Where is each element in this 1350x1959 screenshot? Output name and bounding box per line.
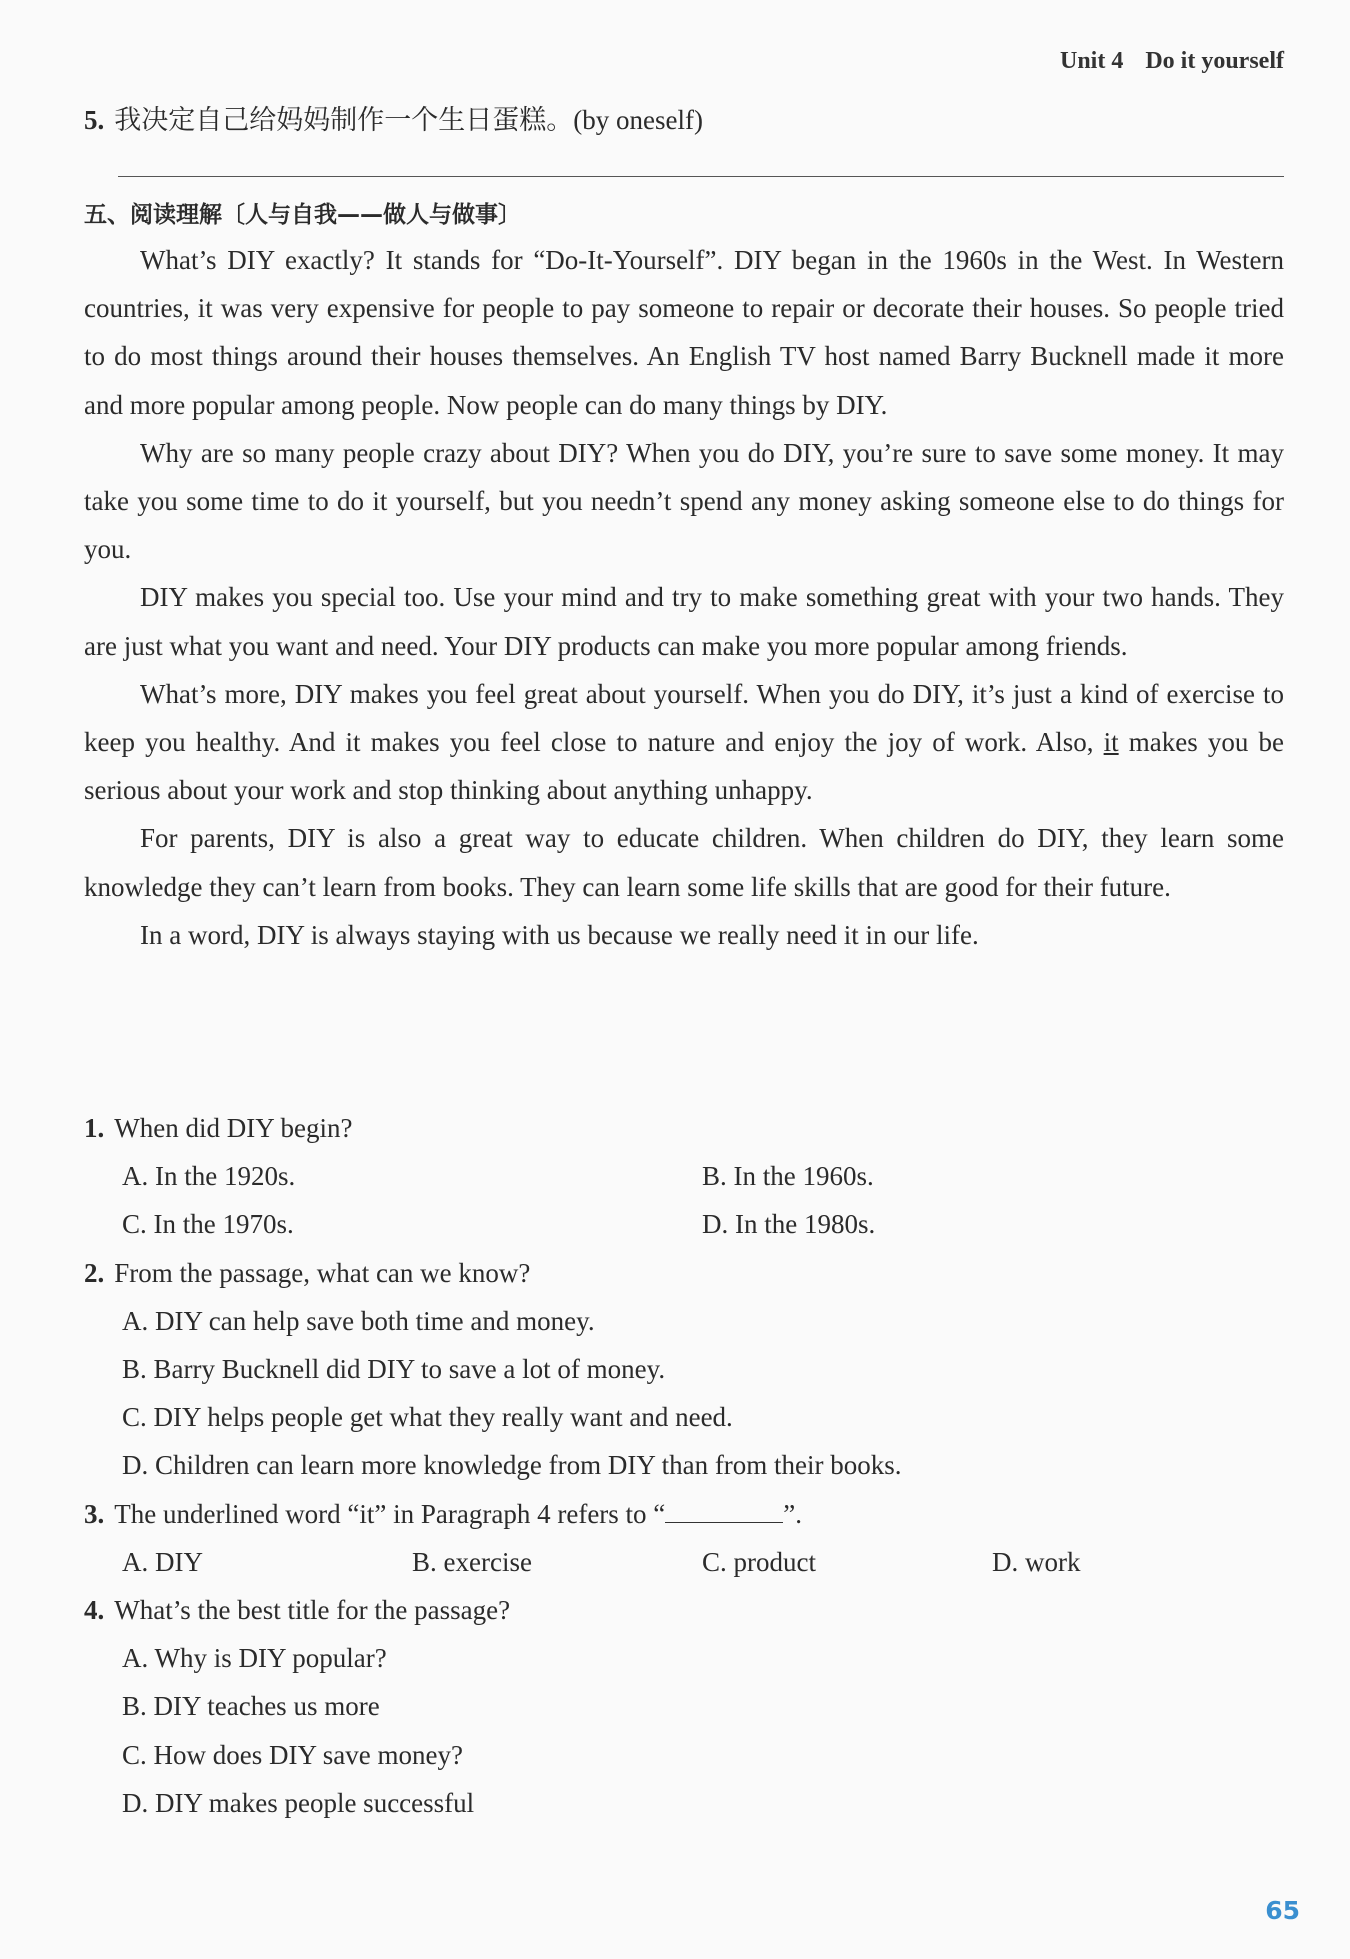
question-text-end: ”. [783, 1498, 803, 1529]
question-2 [84, 1249, 1284, 1297]
page-header [1060, 48, 1284, 75]
option-d[interactable]: D. DIY makes people successful [122, 1787, 475, 1818]
answer-blank[interactable] [665, 1500, 783, 1523]
question-number: 1. [84, 1113, 105, 1143]
option-c[interactable]: C. product [702, 1546, 816, 1577]
item-number: 5. [84, 105, 105, 135]
option-d[interactable]: D. Children can learn more knowledge from DIY than from their books. [122, 1450, 902, 1481]
paragraph-6: In a word, DIY is always staying with us because we really need it in our life. [140, 919, 979, 950]
paragraph-2: Why are so many people crazy about DIY? When you do DIY, you’re sure to save some money. It may take you some time to do it yourself, but you needn’t spend any money asking someone else to do things for you. [84, 437, 1284, 565]
paragraph-5: For parents, DIY is also a great way to educate children. When children do DIY, they learn some knowledge they can’t learn from books. They can learn some life skills that are good for their future. [84, 823, 1284, 902]
question-number: 3. [84, 1498, 105, 1529]
option-c[interactable]: C. DIY helps people get what they really want and need. [122, 1402, 733, 1433]
question-3-options [122, 1538, 1284, 1586]
question-list [84, 1104, 1284, 1827]
option-a[interactable]: A. DIY [122, 1546, 203, 1577]
option-b[interactable]: B. In the 1960s. [702, 1161, 874, 1192]
option-b[interactable]: B. DIY teaches us more [122, 1691, 380, 1722]
question-4 [84, 1586, 1284, 1634]
page-number: 65 [1265, 1896, 1300, 1925]
question-4-options [122, 1634, 1284, 1827]
answer-line[interactable] [118, 176, 1284, 177]
section-tag: 〔人与自我——做人与做事〕 [222, 202, 521, 228]
paragraph-4 [84, 670, 1284, 815]
paragraph-3: DIY makes you special too. Use your mind and try to make something great with your two hands. They are just what you want and need. Your DIY products can make you more popular among friends. [84, 582, 1284, 661]
option-b[interactable]: B. Barry Bucknell did DIY to save a lot of money. [122, 1354, 666, 1385]
question-number: 4. [84, 1595, 105, 1626]
option-c[interactable]: C. In the 1970s. [122, 1209, 294, 1240]
translation-text: 我决定自己给妈妈制作一个生日蛋糕。(by oneself) [114, 105, 703, 135]
option-a[interactable]: A. DIY can help save both time and money. [122, 1305, 595, 1336]
reading-passage [84, 236, 1284, 959]
paragraph-4-part-a: What’s more, DIY makes you feel great about yourself. When you do DIY, it’s just a kind of exercise to keep you healthy. And it makes you feel close to nature and enjoy the joy of work. Also, [84, 678, 1284, 758]
question-2-options [122, 1297, 1284, 1490]
option-c[interactable]: C. How does DIY save money? [122, 1739, 463, 1770]
section-heading: 五、阅读理解 [84, 202, 222, 228]
option-a[interactable]: A. In the 1920s. [122, 1161, 296, 1192]
question-3 [84, 1490, 1284, 1538]
underlined-word: it [1103, 727, 1119, 758]
question-text: What’s the best title for the passage? [114, 1595, 511, 1626]
option-b[interactable]: B. exercise [412, 1546, 532, 1577]
paragraph-4-part-b: makes you be serious about your work and stop thinking about anything unhappy. [84, 727, 1284, 806]
translation-item [84, 98, 703, 137]
question-1-options [122, 1152, 1284, 1248]
section-title [84, 196, 521, 229]
question-text: The underlined word “it” in Paragraph 4 refers to “ [114, 1498, 666, 1529]
option-d[interactable]: D. work [992, 1546, 1081, 1577]
unit-title: Do it yourself [1145, 48, 1284, 74]
option-a[interactable]: A. Why is DIY popular? [122, 1643, 387, 1674]
question-number: 2. [84, 1257, 105, 1288]
question-text: From the passage, what can we know? [114, 1257, 531, 1288]
paragraph-1: What’s DIY exactly? It stands for “Do-It-Yourself”. DIY began in the 1960s in the West. In Western countries, it was very expensive for people to pay someone to repair or decorate their houses. So people tried to do most things around their houses themselves. An English TV host named Barry Bucknell made it more and more popular among people. Now people can do many things by DIY. [84, 245, 1284, 420]
question-text: When did DIY begin? [114, 1113, 353, 1143]
question-1 [84, 1104, 1284, 1152]
unit-label: Unit 4 [1060, 48, 1124, 74]
option-d[interactable]: D. In the 1980s. [702, 1209, 876, 1240]
